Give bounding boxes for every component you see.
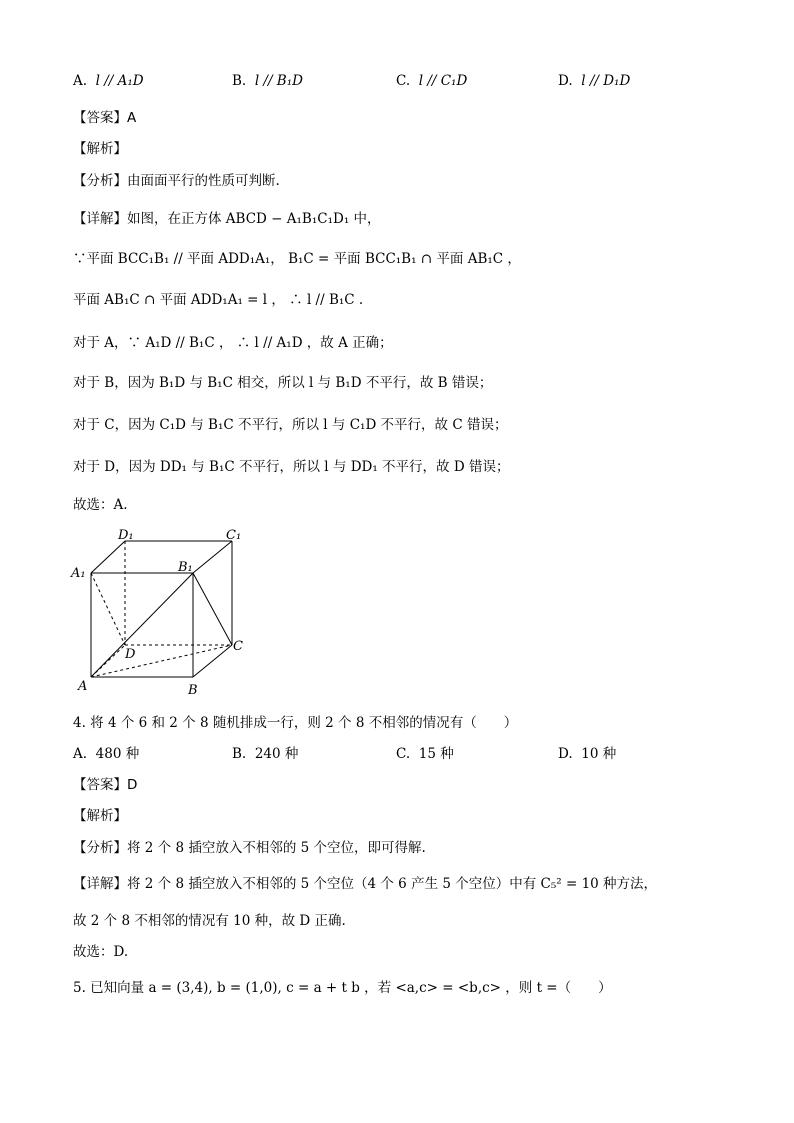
option-b: B. l // B₁D: [232, 73, 303, 89]
option-d: D. l // D₁D: [558, 73, 631, 89]
analysis-text: 【分析】由面面平行的性质可判断.: [73, 173, 280, 189]
option-c: C. l // C₁D: [396, 73, 468, 89]
detail-line: ∵平面 BCC₁B₁ // 平面 ADD₁A₁， B₁C = 平面 BCC₁B₁ ∩ 平面 AB₁C ，: [73, 251, 521, 267]
label-d: D: [125, 647, 136, 662]
analysis-title: 【解析】: [73, 141, 127, 157]
edge-a1d: [91, 573, 125, 645]
detail-line: 平面 AB₁C ∩ 平面 ADD₁A₁ = l ， ∴ l // B₁C .: [73, 292, 364, 308]
q4-analysis-title: 【解析】: [73, 808, 127, 824]
question-4-stem: 4. 将 4 个 6 和 2 个 8 随机排成一行，则 2 个 8 不相邻的情况有（ ）: [73, 715, 518, 731]
q4-option-b: B. 240 种: [232, 746, 299, 762]
edge-c1b1: [193, 541, 232, 573]
label-b: B: [188, 683, 198, 698]
question-5-stem: 5. 已知向量 a = (3,4), b = (1,0), c = a + t b ，若 <a,c> = <b,c> ，则 t =（ ）: [73, 980, 612, 996]
detail-line: 【详解】如图，在正方体 ABCD − A₁B₁C₁D₁ 中，: [73, 211, 381, 227]
label-c1: C₁: [226, 528, 242, 543]
edge-b1c: [193, 573, 232, 645]
detail-line: 对于 C，因为 C₁D 与 B₁C 不平行，所以 l 与 C₁D 不平行，故 C 错误；: [73, 417, 508, 433]
q4-option-c: C. 15 种: [396, 746, 454, 762]
label-a: A: [78, 679, 88, 694]
q4-option-d: D. 10 种: [558, 746, 617, 762]
q4-analysis-text: 【分析】将 2 个 8 插空放入不相邻的 5 个空位，即可得解.: [73, 840, 426, 856]
detail-line: 对于 A，∵ A₁D // B₁C ， ∴ l // A₁D ，故 A 正确；: [73, 335, 393, 351]
q4-answer-label: 【答案】D: [73, 777, 138, 793]
option-a: A. l // A₁D: [73, 73, 144, 89]
choice-line: 故选：A.: [73, 497, 128, 513]
detail-line: 对于 D，因为 DD₁ 与 B₁C 不平行，所以 l 与 DD₁ 不平行，故 D 错误；: [73, 459, 510, 475]
q4-choice-line: 故选：D.: [73, 944, 129, 960]
label-a1: A₁: [71, 566, 86, 581]
q4-option-a: A. 480 种: [73, 746, 140, 762]
cube-figure: [68, 524, 258, 700]
answer-label: 【答案】A: [73, 110, 137, 126]
q4-detail-line: 故 2 个 8 不相邻的情况有 10 种，故 D 正确.: [73, 913, 346, 929]
edge-a1d1: [91, 541, 125, 573]
label-c: C: [233, 639, 243, 654]
edge-ab1: [91, 573, 193, 677]
q4-detail-line: 【详解】将 2 个 8 插空放入不相邻的 5 个空位（4 个 6 产生 5 个空位）中有 C₅² = 10 种方法，: [73, 876, 658, 892]
edge-bc: [193, 645, 232, 677]
label-d1: D₁: [118, 528, 134, 543]
detail-line: 对于 B，因为 B₁D 与 B₁C 相交，所以 l 与 B₁D 不平行，故 B 错误；: [73, 375, 493, 391]
label-b1: B₁: [178, 560, 193, 575]
edge-ad: [91, 645, 125, 677]
edge-ac: [91, 645, 232, 677]
